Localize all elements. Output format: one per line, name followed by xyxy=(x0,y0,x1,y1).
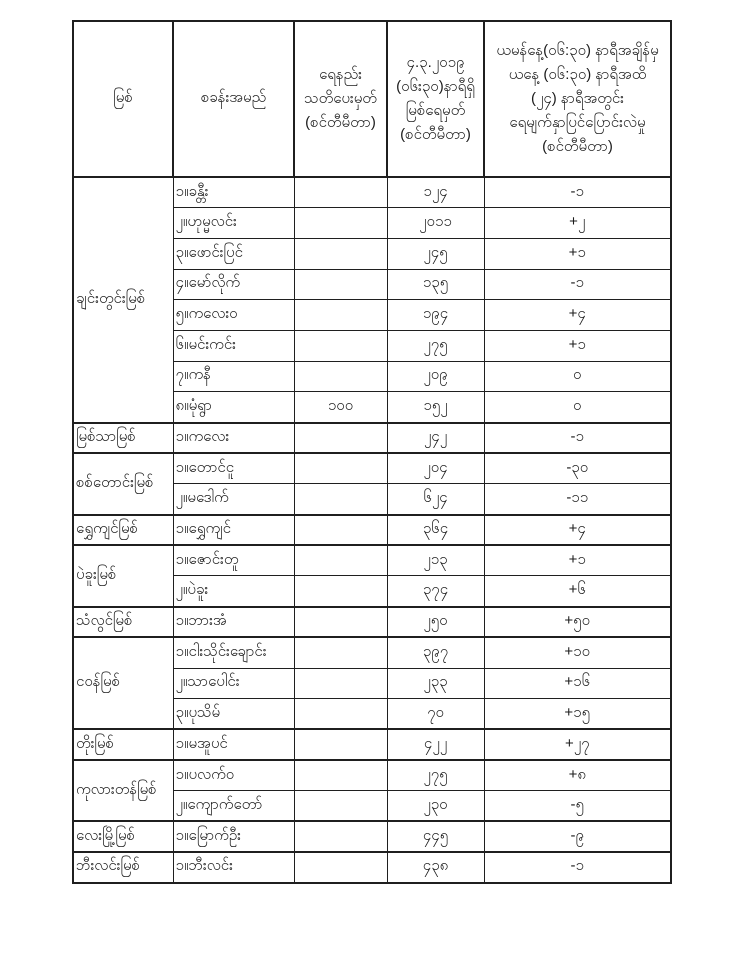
change-24h-cell: +၈ xyxy=(484,760,671,791)
station-name-cell: ၂။သာပေါင်း xyxy=(173,668,294,699)
station-name-cell: ၂။ပဲခူး xyxy=(173,576,294,607)
table-row xyxy=(73,821,671,852)
station-name-cell: ၁။ဘီးလင်း xyxy=(173,852,294,883)
river-name-cell: သံလွင်မြစ် xyxy=(73,607,173,638)
water-level-cell: ၁၉၄ xyxy=(387,300,484,331)
water-level-cell: ၁၂၄ xyxy=(387,177,484,208)
low-water-warning-cell xyxy=(294,423,387,454)
station-name-cell: ၇။ကနီ xyxy=(173,361,294,392)
water-level-cell: ၂၀၁၁ xyxy=(387,208,484,239)
station-name-cell: ၁။မြောက်ဦး xyxy=(173,821,294,852)
header-line: သတိပေးမှတ် xyxy=(304,90,377,107)
table-row xyxy=(73,637,671,668)
change-24h-cell: +၄ xyxy=(484,515,671,546)
table-row xyxy=(73,177,671,208)
river-name-cell: ရွှေကျင်မြစ် xyxy=(73,515,173,546)
water-level-cell: ၂၅၀ xyxy=(387,607,484,638)
water-level-cell: ၁၅၂ xyxy=(387,392,484,423)
station-name-cell: ၂။မဒေါက် xyxy=(173,484,294,515)
table-row xyxy=(73,760,671,791)
water-level-cell: ၁၃၅ xyxy=(387,269,484,300)
change-24h-cell: +၁ xyxy=(484,238,671,269)
low-water-warning-cell xyxy=(294,607,387,638)
change-24h-cell: -၉ xyxy=(484,821,671,852)
water-level-cell: ၃၆၄ xyxy=(387,515,484,546)
change-24h-cell: +၄ xyxy=(484,300,671,331)
change-24h-cell: +၂၇ xyxy=(484,729,671,760)
water-level-cell: ၂၃၀ xyxy=(387,791,484,822)
change-24h-cell: +၁ xyxy=(484,330,671,361)
low-water-warning-cell xyxy=(294,637,387,668)
header-line: (စင်တီမီတာ) xyxy=(542,138,613,155)
change-24h-cell: +၅၀ xyxy=(484,607,671,638)
river-name-cell: လေးမြို့မြစ် xyxy=(73,821,173,852)
water-level-cell: ၂၄၂ xyxy=(387,423,484,454)
low-water-warning-cell xyxy=(294,760,387,791)
change-24h-cell: -၃၀ xyxy=(484,453,671,484)
table-header xyxy=(73,21,671,177)
low-water-warning-cell xyxy=(294,238,387,269)
low-water-warning-cell xyxy=(294,453,387,484)
river-name-cell: ပဲခူးမြစ် xyxy=(73,545,173,606)
station-name-cell: ၃။ပုသိမ် xyxy=(173,699,294,730)
header-line: ယနေ့ (၀၆:၃၀) နာရီအထိ xyxy=(508,66,647,83)
station-name-cell: ၂။ဟုမ္မလင်း xyxy=(173,208,294,239)
header-current-level xyxy=(387,21,484,177)
water-level-cell: ၂၀၉ xyxy=(387,361,484,392)
station-name-cell: ၁။ခန္တီး xyxy=(173,177,294,208)
change-24h-cell: -၅ xyxy=(484,791,671,822)
water-level-cell: ၂၇၅ xyxy=(387,760,484,791)
low-water-warning-cell xyxy=(294,699,387,730)
station-name-cell: ၅။ကလေးဝ xyxy=(173,300,294,331)
river-name-cell: မြစ်သာမြစ် xyxy=(73,423,173,454)
station-name-cell: ၁။ပလက်ဝ xyxy=(173,760,294,791)
water-level-cell: ၃၉၇ xyxy=(387,637,484,668)
header-row xyxy=(73,21,671,177)
river-name-cell: တိုးမြစ် xyxy=(73,729,173,760)
header-line: (၂၄) နာရီအတွင်း xyxy=(530,90,624,107)
station-name-cell: ၁။မအူပင် xyxy=(173,729,294,760)
change-24h-cell: -၁ xyxy=(484,852,671,883)
table-row xyxy=(73,423,671,454)
water-level-cell: ၆၂၄ xyxy=(387,484,484,515)
river-name-cell: ငဝန်မြစ် xyxy=(73,637,173,729)
low-water-warning-cell xyxy=(294,177,387,208)
station-name-cell: ၁။ရွှေကျင် xyxy=(173,515,294,546)
water-level-cell: ၂၃၃ xyxy=(387,668,484,699)
header-24h-change xyxy=(484,21,671,177)
station-name-cell: ၁။တောင်ငူ xyxy=(173,453,294,484)
river-name-cell: ဘီးလင်းမြစ် xyxy=(73,852,173,883)
low-water-warning-cell xyxy=(294,269,387,300)
low-water-warning-cell xyxy=(294,821,387,852)
water-level-cell: ၄၂၂ xyxy=(387,729,484,760)
water-level-cell: ၂၀၄ xyxy=(387,453,484,484)
low-water-warning-cell xyxy=(294,668,387,699)
station-name-cell: ၆။မင်းကင်း xyxy=(173,330,294,361)
low-water-warning-cell: ၁၀၀ xyxy=(294,392,387,423)
station-name-cell: ၁။ဇောင်းတူ xyxy=(173,545,294,576)
low-water-warning-cell xyxy=(294,300,387,331)
station-name-cell: ၃။ဖောင်းပြင် xyxy=(173,238,294,269)
low-water-warning-cell xyxy=(294,576,387,607)
change-24h-cell: -၁ xyxy=(484,269,671,300)
low-water-warning-cell xyxy=(294,791,387,822)
table-row xyxy=(73,607,671,638)
change-24h-cell: +၆ xyxy=(484,576,671,607)
change-24h-cell: -၁ xyxy=(484,423,671,454)
low-water-warning-cell xyxy=(294,484,387,515)
station-name-cell: ၈။မုံရွာ xyxy=(173,392,294,423)
low-water-warning-cell xyxy=(294,330,387,361)
table-row xyxy=(73,545,671,576)
water-level-cell: ၂၇၅ xyxy=(387,330,484,361)
low-water-warning-cell xyxy=(294,208,387,239)
station-name-cell: ၁။ဘားအံ xyxy=(173,607,294,638)
table-row xyxy=(73,852,671,883)
low-water-warning-cell xyxy=(294,852,387,883)
table-row xyxy=(73,453,671,484)
header-station: စခန်းအမည် xyxy=(173,21,294,177)
water-level-cell: ၇၀ xyxy=(387,699,484,730)
station-name-cell: ၄။မော်လိုက် xyxy=(173,269,294,300)
station-name-cell: ၂။ကျောက်တော် xyxy=(173,791,294,822)
station-name-cell: ၁။ကလေး xyxy=(173,423,294,454)
header-line: (၀၆း၃၀)နာရီရှိ xyxy=(396,78,475,95)
water-level-cell: ၃၇၄ xyxy=(387,576,484,607)
table-row xyxy=(73,729,671,760)
low-water-warning-cell xyxy=(294,545,387,576)
change-24h-cell: +၁ xyxy=(484,545,671,576)
header-line: ရေမျက်နှာပြင်ပြောင်းလဲမှု xyxy=(509,114,646,131)
low-water-warning-cell xyxy=(294,361,387,392)
water-level-cell: ၄၄၅ xyxy=(387,821,484,852)
river-name-cell: ချင်းတွင်းမြစ် xyxy=(73,177,173,423)
station-name-cell: ၁။ငါးသိုင်းချောင်း xyxy=(173,637,294,668)
header-line: (စင်တီမီတာ) xyxy=(400,126,471,143)
change-24h-cell: -၁ xyxy=(484,177,671,208)
water-level-cell: ၄၃၈ xyxy=(387,852,484,883)
change-24h-cell: +၁၅ xyxy=(484,699,671,730)
change-24h-cell: -၁၁ xyxy=(484,484,671,515)
header-river: မြစ် xyxy=(73,21,173,177)
river-water-level-table xyxy=(72,20,672,884)
river-name-cell: စစ်တောင်းမြစ် xyxy=(73,453,173,514)
river-name-cell: ကုလားတန်မြစ် xyxy=(73,760,173,821)
header-line: ၄.၃.၂၀၁၉ xyxy=(406,54,465,71)
change-24h-cell: +၁၀ xyxy=(484,637,671,668)
header-line: ရေနည်း xyxy=(319,66,362,83)
low-water-warning-cell xyxy=(294,729,387,760)
water-level-cell: ၂၁၃ xyxy=(387,545,484,576)
change-24h-cell: ၀ xyxy=(484,392,671,423)
table-body xyxy=(73,177,671,883)
table-row xyxy=(73,515,671,546)
change-24h-cell: +၁၆ xyxy=(484,668,671,699)
water-level-cell: ၂၄၅ xyxy=(387,238,484,269)
header-line: (စင်တီမီတာ) xyxy=(305,114,376,131)
change-24h-cell: +၂ xyxy=(484,208,671,239)
change-24h-cell: ၀ xyxy=(484,361,671,392)
header-line: ယမန်နေ့(၀၆:၃၀) နာရီအချိန်မှ xyxy=(496,42,659,59)
low-water-warning-cell xyxy=(294,515,387,546)
header-line: မြစ်ရေမှတ် xyxy=(405,102,466,119)
header-low-water-warning xyxy=(294,21,387,177)
